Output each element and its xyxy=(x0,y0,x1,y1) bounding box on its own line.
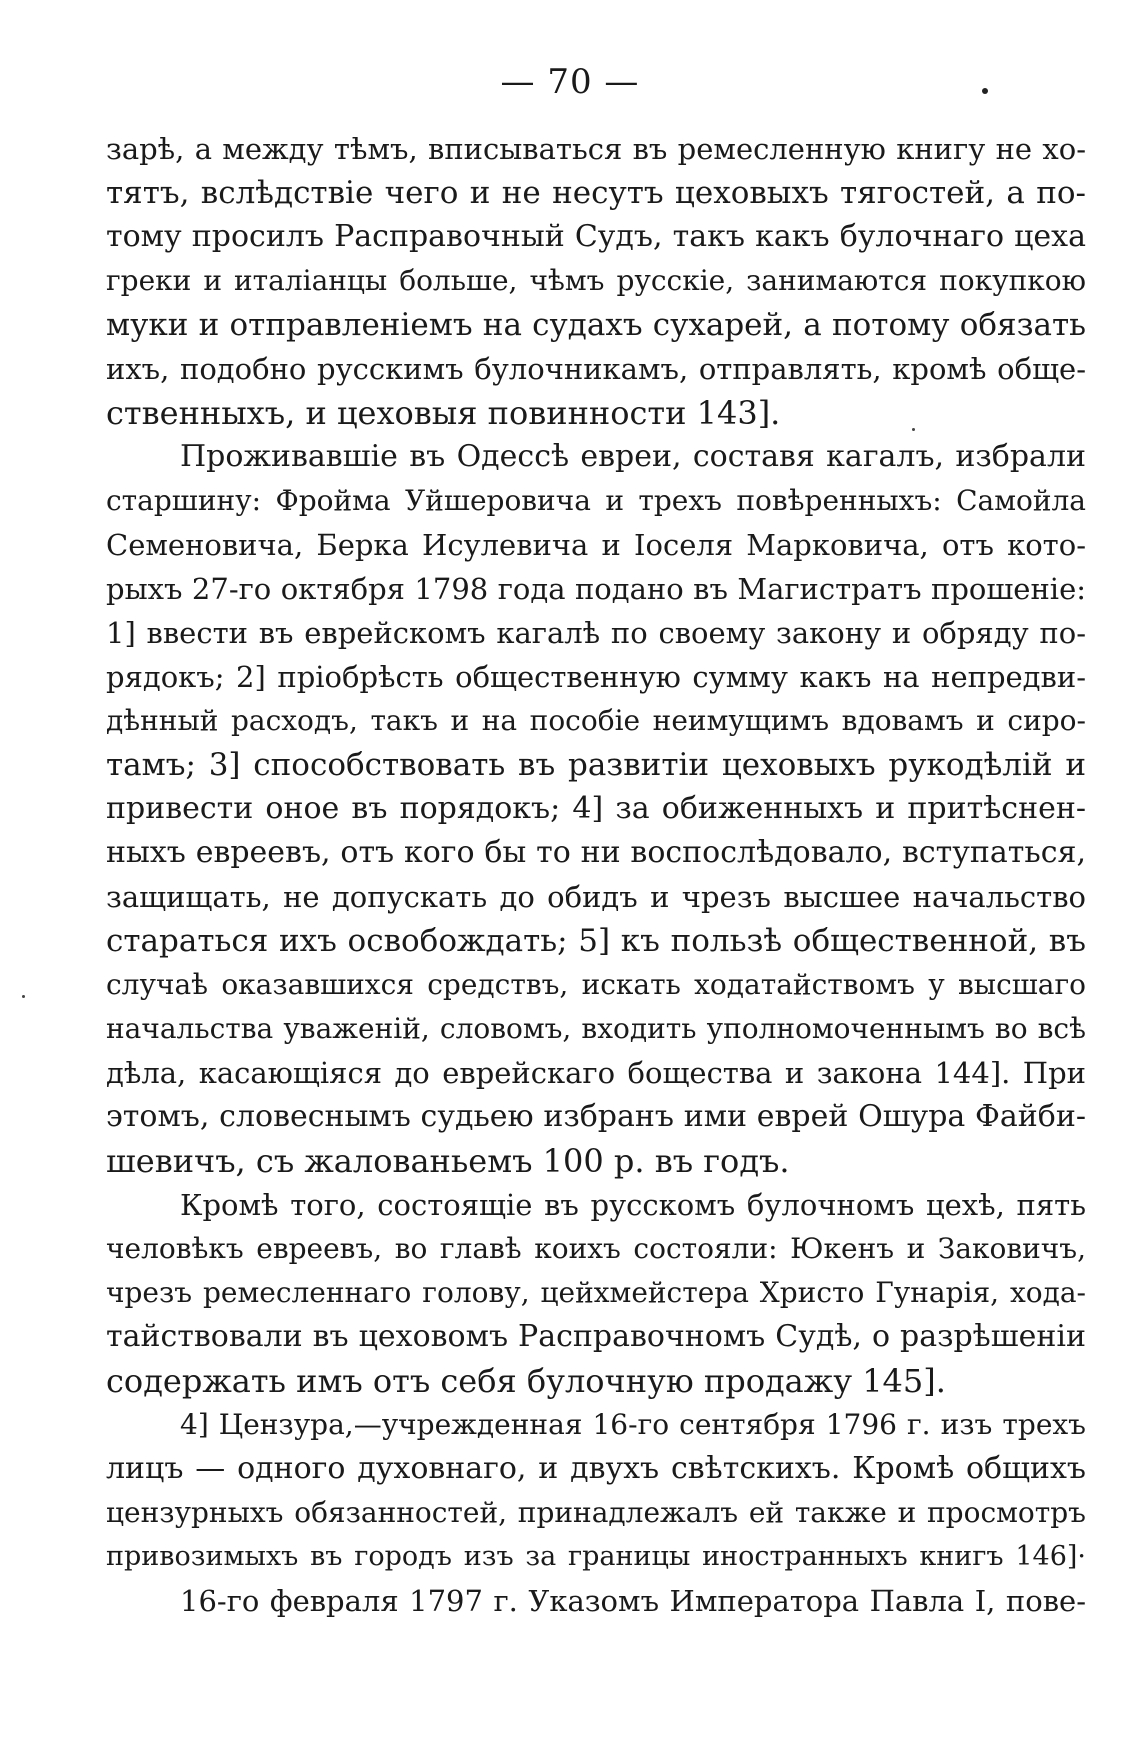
text-line-3: тому просилъ Расправочный Судъ, такъ какъ булочнаго цеха xyxy=(106,219,1086,254)
text-line-17: ныхъ евреевъ, отъ кого бы то ни воспослѣдовало, вступаться, xyxy=(106,835,1086,870)
text-line-16: привести оное въ порядокъ; 4] за обиженныхъ и притѣснен- xyxy=(106,791,1086,826)
text-line-2: тятъ, вслѣдствіе чего и не несутъ цеховыхъ тягостей, а по- xyxy=(106,175,1086,211)
text-line-20: случаѣ оказавшихся средствъ, искать ходатайствомъ у высшаго xyxy=(106,968,1086,1001)
text-line-30: 4] Цензура,—учрежденная 16-го сентября 1796 г. изъ трехъ xyxy=(180,1408,1086,1441)
text-line-21: начальства уваженій, словомъ, входить уполномоченнымъ во всѣ xyxy=(106,1012,1086,1045)
text-line-25: Кромѣ того, состоящіе въ русскомъ булочномъ цехѣ, пять xyxy=(180,1188,1086,1222)
text-line-15: тамъ; 3] способствовать въ развитіи цеховыхъ рукодѣлій и xyxy=(106,747,1086,783)
text-line-31: лицъ — одного духовнаго, и двухъ свѣтскихъ. Кромѣ общихъ xyxy=(106,1451,1086,1486)
text-line-8: Проживавшіе въ Одессѣ евреи, составя кагалъ, избрали xyxy=(180,439,1086,474)
text-line-29: содержать имъ отъ себя булочную продажу 145]. xyxy=(106,1362,946,1400)
text-line-9: старшину: Фройма Уйшеровича и трехъ повѣренныхъ: Самойла xyxy=(106,484,1086,517)
text-line-18: защищать, не допускать до обидъ и чрезъ высшее начальство xyxy=(106,880,1086,914)
text-line-1: зарѣ, а между тѣмъ, вписываться въ ремесленную книгу не хо- xyxy=(106,132,1086,166)
text-line-11: рыхъ 27-го октября 1798 года подано въ Магистратъ прошеніе: xyxy=(106,572,1086,606)
text-line-4: греки и италіанцы больше, чѣмъ русскіе, занимаются покупкою xyxy=(106,264,1086,297)
page-mark-dot xyxy=(982,88,988,94)
scan-speck xyxy=(22,995,25,998)
text-line-22: дѣла, касающіяся до еврейскаго бощества и закона 144]. При xyxy=(106,1056,1086,1090)
text-line-33: привозимыхъ въ городъ изъ за границы иностранныхъ книгъ 146]· xyxy=(106,1541,1086,1572)
text-line-27: чрезъ ремесленнаго голову, цейхмейстера Христо Гунарія, хода- xyxy=(106,1276,1086,1309)
text-line-28: тайствовали въ цеховомъ Расправочномъ Судѣ, о разрѣшеніи xyxy=(106,1319,1086,1354)
text-line-32: цензурныхъ обязанностей, принадлежалъ ей также и просмотръ xyxy=(106,1496,1086,1529)
text-line-7: ственныхъ, и цеховыя повинности 143]. xyxy=(106,394,781,432)
text-line-10: Семеновича, Берка Исулевича и Іоселя Марковича, отъ кото- xyxy=(106,528,1086,562)
text-line-5: муки и отправленіемъ на судахъ сухарей, а потому обязать xyxy=(106,307,1086,343)
text-line-6: ихъ, подобно русскимъ булочникамъ, отправлять, кромѣ обще- xyxy=(106,352,1086,386)
page-number: — 70 — xyxy=(500,62,640,102)
text-line-14: дѣнный расходъ, такъ и на пособіе неимущимъ вдовамъ и сиро- xyxy=(106,704,1086,737)
text-line-34: 16-го февраля 1797 г. Указомъ Императора Павла I, пове- xyxy=(180,1584,1086,1618)
text-line-19: стараться ихъ освобождать; 5] къ пользѣ общественной, въ xyxy=(106,923,1086,959)
text-line-24: шевичъ, съ жалованьемъ 100 р. въ годъ. xyxy=(106,1142,790,1180)
text-line-13: рядокъ; 2] пріобрѣсть общественную сумму какъ на непредви- xyxy=(106,660,1086,694)
text-line-12: 1] ввести въ еврейскомъ кагалѣ по своему закону и обряду по- xyxy=(106,616,1086,650)
text-line-23: этомъ, словеснымъ судьею избранъ ими еврей Ошура Файби- xyxy=(106,1099,1086,1134)
text-line-26: человѣкъ евреевъ, во главѣ коихъ состояли: Юкенъ и Заковичъ, xyxy=(106,1232,1086,1265)
